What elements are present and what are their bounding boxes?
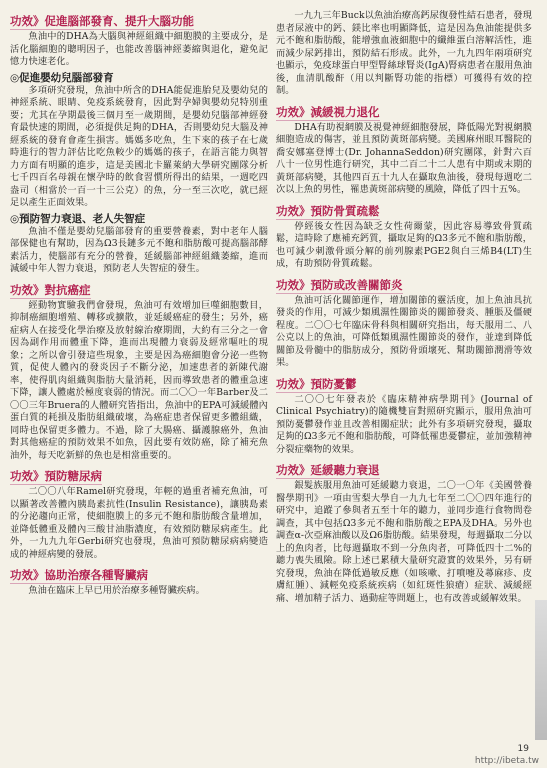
heading-kidney: 功效》協助治療各種腎臟病 (10, 568, 148, 582)
para-diabetes: 二〇〇八年Ramel研究發現，年輕的過重者補充魚油，可以顯著改善體內胰島素抗性(Insulin Resistance)，讓胰島素的分泌趨向正常，使細胞膜上的多元不飽和脂肪酸含量增加，並降低體重及體內三酸甘油脂濃度，有效預防糖尿病產生。此外，一九九九年Gerbi研究也發現，魚油可預防糖尿病病變造成的神經病變的發展。 (10, 486, 268, 560)
para-dementia: 魚油不僅是嬰幼兒腦部發育的重要營養素，對中老年人腦部保健也有幫助，因為Ω3長鏈多元不飽和脂肪酸可提高腦部酵素活力，使腦部有充分的營養，延緩腦部神經組織萎縮，進而減緩中年人智力衰退，預防老人失智症的發生。 (10, 225, 268, 274)
para-vision: DHA有助視網膜及視覺神經細胞發展，降低陽光對視網膜細胞造成的傷害，並且預防黃斑部病變。美國麻州眼耳醫院的喬安娜塞登博士(Dr. JohannaSeddon)研究團隊，針對六百八十一位男性進行研究，其中二百二十二人患有中期或末期的黃斑部病變，其他四百五十九人在攝取魚油後，發現每週吃二次以上魚的男性，罹患黃斑部病變的風險，降低了四十五%。 (276, 121, 532, 195)
site-watermark: http://ibeta.tw (474, 756, 539, 766)
section-hearing (276, 459, 532, 605)
para-cancer: 經動物實驗我們會發現，魚油可有效增加巨噬細胞數目，抑制癌細胞增殖、轉移或擴散，並延緩癌症的發生；另外，癌症病人在接受化學治療及放射線治療期間，大約有三分之一會因為副作用而體重下降，進而出現體力衰弱及經常嘔吐的現象；之所以會引發這些現象，主要是因為癌細胞會分泌一些物質，促使人體內的發炎因子不斷分泌，加速患者的新陳代謝率，使得肌肉組織與脂肪大量消耗，因而導致患者的體重急速下降，讓人體處於極度衰弱的情況。而二〇〇一年Barber及二〇〇三年Bruera的人體研究皆指出，魚油中的EPA可減緩體內蛋白質的耗損及脂肪組織破壞，為癌症患者保留更多體組織，同時也保留更多體力。不過，除了大腸癌、攝護腺癌外，魚油對其他癌症的預防效果不如魚，因此要有效防癌，除了補充魚油外，每天吃新鮮的魚也是相當重要的。 (10, 299, 268, 461)
subheading-dementia: ◎預防智力衰退、老人失智症 (10, 212, 146, 225)
section-cancer (10, 279, 268, 463)
para-brain: 魚油中的DHA為大腦與神經組織中細胞膜的主要成分，是活化腦細胞的聰明因子，也能改善腦神經萎縮與退化，避免記憶力快速老化。 (10, 31, 268, 67)
subheading-infant: ◎促進嬰幼兒腦部發育 (10, 71, 114, 84)
heading-vision: 功效》減緩視力退化 (276, 104, 380, 119)
para-hearing: 銀髮族服用魚油可延緩聽力衰退，二〇一〇年《美國營養醫學期刊》一項由雪梨大學自一九九七年至二〇〇四年進行的研究中，追蹤了參與者五至十年的聽力，並同步進行食物問卷調查，其中包括Ω3多元不飽和脂肪酸之EPA及DHA。另外也調查α-次亞麻油酸以及Ω6脂肪酸。結果發現，每週攝取二分以上的魚肉者，比每週攝取不到一分魚肉者，可降低四十二%的聽力喪失風險。除上述已累積大量研究證實的效果外，另有研究發現，魚油在降低過敏反應（如咳嗽、打噴嚏及蕁麻疹、皮膚紅腫）、減輕免疫系統疾病（如紅斑性狼瘡）症狀、減緩經痛、增加精子活力、過動症等問題上，也有改善或緩解效果。 (276, 480, 532, 604)
section-brain (10, 10, 268, 69)
left-column (10, 10, 268, 601)
section-depression (276, 373, 532, 457)
section-bone (276, 200, 532, 271)
right-column (276, 10, 532, 608)
heading-bone: 功效》預防骨質疏鬆 (276, 203, 380, 218)
section-dementia (10, 213, 268, 276)
section-kidney (10, 564, 268, 598)
para-infant: 多項研究發現，魚油中所含的DHA能促進胎兒及嬰幼兒的神經系統、眼睛、免疫系統發育，因此對孕婦與嬰幼兒特別重要；尤其在孕期最後三個月至一歲期間，是嬰幼兒腦部神經發育最快速的期間，必須提供足夠的DHA，否則嬰幼兒大腦及神經系統的發育會產生損害。媽媽多吃魚，生下來的孩子在七歲時進行的智力評估比吃魚較少的媽媽的孩子，在語言能力與智力方面有明顯的進步，這是美國北卡羅萊納大學研究團隊分析七千四百名母親在懷孕時的飲食習慣所得出的結果，一週吃四盎司（相當於一百一十三公克）的魚，分一至三次吃，就已經足以產生正面效果。 (10, 84, 268, 208)
heading-depression: 功效》預防憂鬱 (276, 376, 357, 391)
section-vision (276, 101, 532, 197)
section-diabetes (10, 465, 268, 561)
para-kidney: 魚油在臨床上早已用於治療多種腎臟疾病。 (28, 585, 205, 596)
heading-brain: 功效》促進腦部發育、提升大腦功能 (10, 14, 194, 28)
heading-diabetes: 功效》預防糖尿病 (10, 469, 102, 483)
para-arthritis: 魚油可活化關節運作，增加關節的靈活度，加上魚油具抗發炎的作用，可減少類風濕性關節炎的關節發炎、腫脹及僵硬程度。二〇〇七年臨床骨科與相關研究指出，每天服用二、八公克以上的魚油，可降低類風濕性關節炎的發作，並達到降低關節及骨髓中的脂肪成分，預防骨頭壞死、幫助關節潤滑等效果。 (276, 294, 532, 368)
page-edge-tab (535, 600, 547, 740)
para-kidney-cont: 一九九三年Buck以魚油治療高鈣尿復發性結石患者，發現患者尿液中的鈣、鎂比率也明顯降低，這是因為魚油能提供多元不飽和脂肪酸，能增強血液細胞中的纖維蛋白溶解活性，進而減少尿鈣排出，預防結石形成。此外，一九九四年兩項研究也顯示，免疫球蛋白甲型腎絲球腎炎(IgA)腎病患者在服用魚油後，血清肌酸酐（用以判斷腎功能的指標）可獲得有效的控制。 (276, 10, 533, 96)
page-number: 19 (517, 744, 529, 754)
section-infant (10, 72, 268, 210)
section-arthritis (276, 274, 532, 370)
heading-arthritis: 功效》預防或改善關節炎 (276, 277, 403, 292)
para-depression: 二〇〇七年發表於《臨床精神病學期刊》(Journal of Clinical Psychiatry)的隨機雙盲對照研究顯示，服用魚油可預防憂鬱發作並且改善相關症狀；此外有多項研究發現，攝取足夠的Ω3多元不飽和脂肪酸，可降低罹患憂鬱症，並加強精神分裂症藥物的效果。 (276, 393, 532, 455)
para-bone: 停經後女性因為缺乏女性荷爾蒙，因此容易導致骨質疏鬆，這時除了應補充鈣質，攝取足夠的Ω3多元不飽和脂肪酸，也可減少刺激骨頭分解的前列腺素PGE2與白三烯B4(LT)生成，有助預防骨質疏鬆。 (276, 220, 532, 269)
heading-cancer: 功效》對抗癌症 (10, 282, 91, 297)
section-kidney-cont (276, 10, 532, 98)
heading-hearing: 功效》延緩聽力衰退 (276, 463, 380, 477)
